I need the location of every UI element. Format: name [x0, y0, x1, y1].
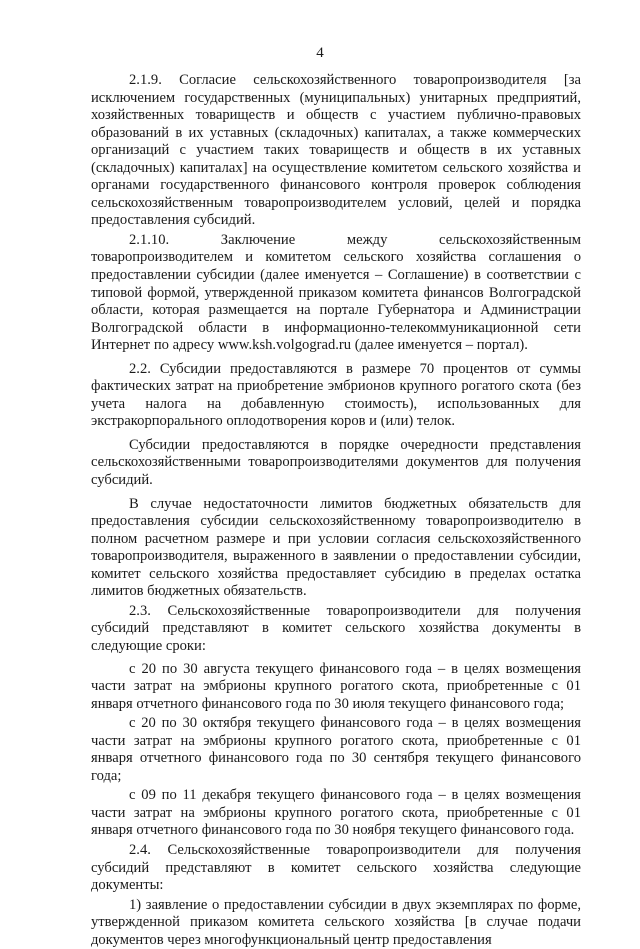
paragraph-2-1-9: 2.1.9. Согласие сельскохозяйственного товаропроизводителя [за исключением государственных (муниципальных) унитарных предприятий, хозяйственных товариществ и обществ с участием публично-правовых образований в их уставных (складочных) капиталах, а также коммерческих организаций с участием таких товариществ и обществ в их уставных (складочных) капиталах] на осуществление комитетом сельского хозяйства и органами государственного финансового контроля проверок соблюдения сельскохозяйственным товаропроизводителем условий, целей и порядка предоставления субсидий. [91, 72, 581, 229]
paragraph-subsidy-order: Субсидии предоставляются в порядке очередности представления сельскохозяйственными товаропроизводителями документов для получения субсидий. [91, 436, 581, 489]
paragraph-2-1-10: 2.1.10. Заключение между сельскохозяйственным товаропроизводителем и комитетом сельского хозяйства соглашения о предоставлении субсидии (далее именуется – Соглашение) в соответствии с типовой формой, утвержденной приказом комитета финансов Волгоградской области, которая размещается на портале Губернатора и Администрации Волгоградской области в информационно-телекоммуникационной сети Интернет по адресу www.ksh.volgograd.ru (далее именуется – портал). [91, 231, 581, 354]
page-number: 4 [316, 45, 324, 61]
deadline-item-october: с 20 по 30 октября текущего финансового года – в целях возмещения части затрат на эмбрионы крупного рогатого скота, приобретенные с 01 января отчетного финансового года по 30 сентября текущего финансового года; [91, 715, 581, 784]
paragraph-limits-insufficiency: В случае недостаточности лимитов бюджетных обязательств для предоставления субсидии сельскохозяйственному товаропроизводителю в полном расчетном размере и при условии согласия сельскохозяйственного товаропроизводителя, выраженного в заявлении о предоставлении субсидии, комитет сельского хозяйства предоставляет субсидию в пределах остатка лимитов бюджетных обязательств. [91, 495, 581, 600]
deadline-item-december: с 09 по 11 декабря текущего финансового года – в целях возмещения части затрат на эмбрионы крупного рогатого скота, приобретенные с 01 января отчетного финансового года по 30 ноября текущего финансового года. [91, 787, 581, 839]
paragraph-2-4: 2.4. Сельскохозяйственные товаропроизводители для получения субсидий представляют в комитет сельского хозяйства следующие документы: [91, 841, 581, 894]
paragraph-2-3: 2.3. Сельскохозяйственные товаропроизводители для получения субсидий представляют в комитет сельского хозяйства документы в следующие сроки: [91, 602, 581, 654]
deadline-item-august: с 20 по 30 августа текущего финансового года – в целях возмещения части затрат на эмбрионы крупного рогатого скота, приобретенные с 01 января отчетного финансового года по 30 июля текущего финансового года; [91, 660, 581, 712]
document-list-item-1: 1) заявление о предоставлении субсидии в двух экземплярах по форме, утвержденной приказом комитета сельского хозяйства [в случае подачи документов через многофункциональный центр предоставления [91, 896, 581, 948]
paragraph-2-2: 2.2. Субсидии предоставляются в размере 70 процентов от суммы фактических затрат на приобретение эмбрионов крупного рогатого скота (без учета налога на добавленную стоимость), использованных для экстракорпорального оплодотворения коров и (или) телок. [91, 360, 581, 430]
document-body [91, 72, 581, 949]
